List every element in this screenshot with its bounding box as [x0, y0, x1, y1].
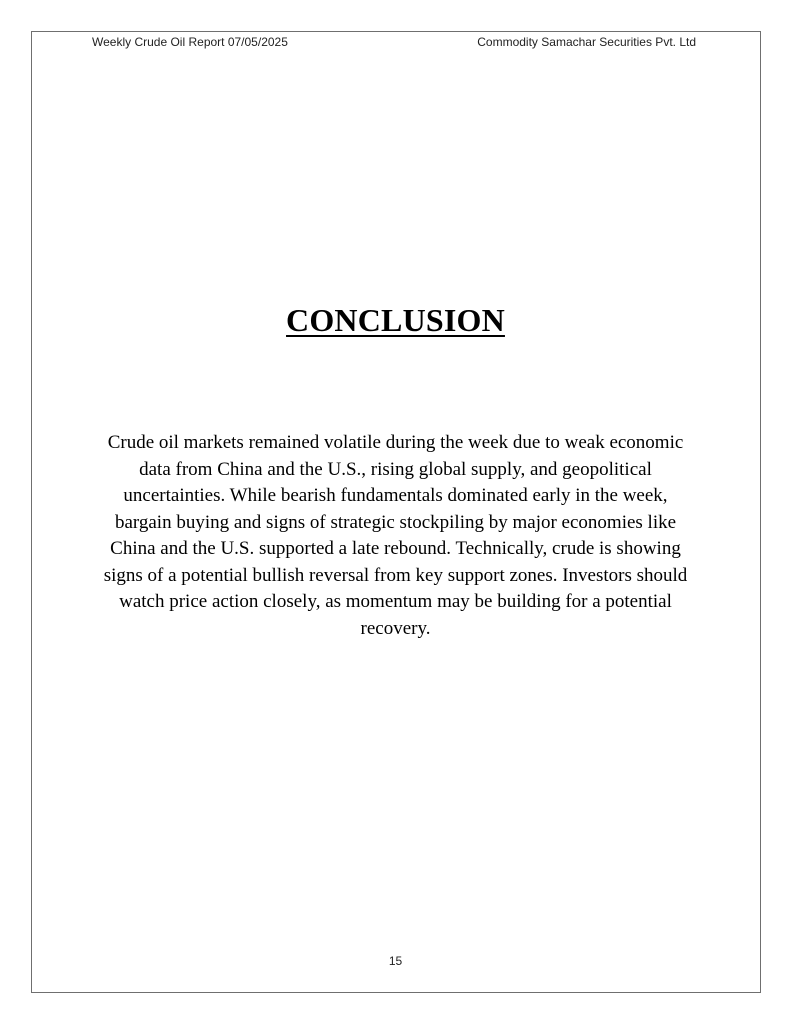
report-header-title: Weekly Crude Oil Report 07/05/2025 [92, 35, 288, 49]
conclusion-paragraph: Crude oil markets remained volatile during the week due to weak economic data from China and the U.S., rising global supply, and geopolitical uncertainties. While bearish fundamentals dominated early in the week, bargain buying and signs of strategic stockpiling by major economies like China and the U.S. supported a late rebound. Technically, crude is showing signs of a potential bullish reversal from key support zones. Investors should watch price action closely, as momentum may be building for a potential recovery. [103, 432, 688, 639]
section-title-text: CONCLUSION [286, 302, 505, 338]
report-header-company: Commodity Samachar Securities Pvt. Ltd [477, 35, 696, 49]
section-title [0, 302, 791, 339]
page-number: 15 [388, 954, 403, 968]
